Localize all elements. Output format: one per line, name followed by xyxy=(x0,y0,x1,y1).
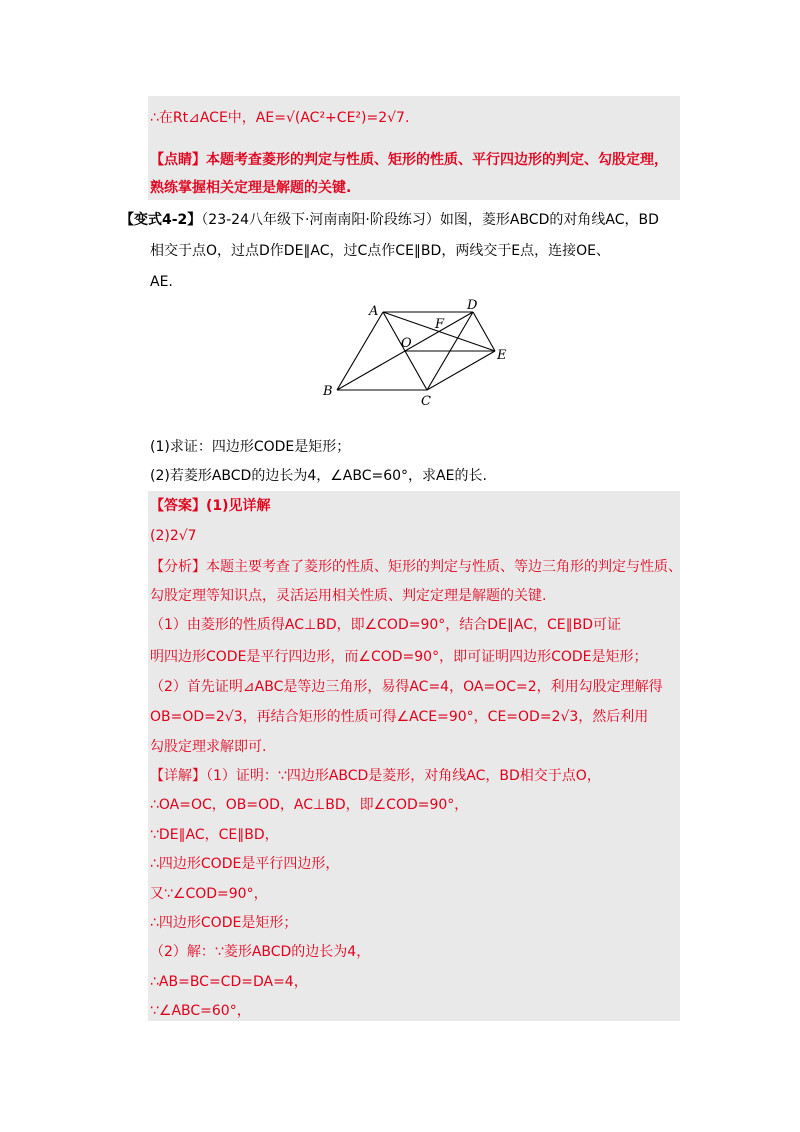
geometry-figure xyxy=(315,295,515,410)
label-o: O xyxy=(401,336,412,351)
segment-ce xyxy=(427,351,495,390)
detail-line-2: ∴OA=OC，OB=OD，AC⊥BD，即∠COD=90°， xyxy=(150,797,469,813)
comment-line-1: 【点睛】本题考查菱形的判定与性质、矩形的性质、平行四边形的判定、勾股定理， xyxy=(150,152,668,168)
answer-line-2: (2)2√7 xyxy=(150,528,197,544)
label-c: C xyxy=(421,394,431,409)
label-e: E xyxy=(497,348,507,363)
analysis-line-7: 勾股定理求解即可. xyxy=(150,739,267,755)
label-d: D xyxy=(467,298,478,313)
problem-line-1 xyxy=(120,210,659,230)
detail-line-8: ∴AB=BC=CD=DA=4， xyxy=(150,974,308,990)
detail-line-7: （2）解：∵菱形ABCD的边长为4， xyxy=(150,944,371,960)
analysis-line-3: （1）由菱形的性质得AC⊥BD，即∠COD=90°，结合DE∥AC，CE∥BD可证 xyxy=(150,617,622,633)
solution-line-ae: ∴在Rt⊿ACE中，AE=√(AC²+CE²)=2√7. xyxy=(150,110,410,126)
segment-de xyxy=(473,312,495,351)
detail-line-3: ∵DE∥AC，CE∥BD， xyxy=(150,827,279,843)
segment-ab xyxy=(337,312,383,390)
problem-text-1: （23-24八年级下·河南南阳·阶段练习）如图，菱形ABCD的对角线AC，BD xyxy=(201,212,659,228)
analysis-line-6: OB=OD=2√3，再结合矩形的性质可得∠ACE=90°，CE=OD=2√3，然后利用 xyxy=(150,709,649,725)
analysis-line-1: 【分析】本题主要考查了菱形的性质、矩形的判定与性质、等边三角形的判定与性质、 xyxy=(150,559,682,575)
detail-line-4: ∴四边形CODE是平行四边形， xyxy=(150,856,340,872)
analysis-line-4: 明四边形CODE是平行四边形，而∠COD=90°，即可证明四边形CODE是矩形； xyxy=(150,649,648,665)
label-b: B xyxy=(323,384,333,399)
detail-line-6: ∴四边形CODE是矩形； xyxy=(150,915,298,931)
label-f: F xyxy=(435,317,445,332)
label-a: A xyxy=(369,304,379,319)
answer-line-1: 【答案】(1)见详解 xyxy=(150,498,271,514)
analysis-line-2: 勾股定理等知识点，灵活运用相关性质、判定定理是解题的关键. xyxy=(150,588,547,604)
question-2: (2)若菱形ABCD的边长为4，∠ABC=60°，求AE的长. xyxy=(150,468,487,484)
problem-line-2: 相交于点O，过点D作DE∥AC，过C点作CE∥BD，两线交于E点，连接OE、 xyxy=(150,243,611,259)
question-1: (1)求证：四边形CODE是矩形； xyxy=(150,439,351,455)
problem-tag: 【变式4-2】 xyxy=(120,212,202,228)
comment-line-2: 熟练掌握相关定理是解题的关键. xyxy=(150,180,352,196)
problem-line-3: AE. xyxy=(150,274,173,290)
detail-line-5: 又∵∠COD=90°， xyxy=(150,886,268,902)
analysis-line-5: （2）首先证明⊿ABC是等边三角形，易得AC=4，OA=OC=2，利用勾股定理解得 xyxy=(150,679,663,695)
detail-line-1: 【详解】（1）证明：∵四边形ABCD是菱形，对角线AC，BD相交于点O， xyxy=(150,768,601,784)
detail-line-9: ∵∠ABC=60°， xyxy=(150,1003,251,1019)
